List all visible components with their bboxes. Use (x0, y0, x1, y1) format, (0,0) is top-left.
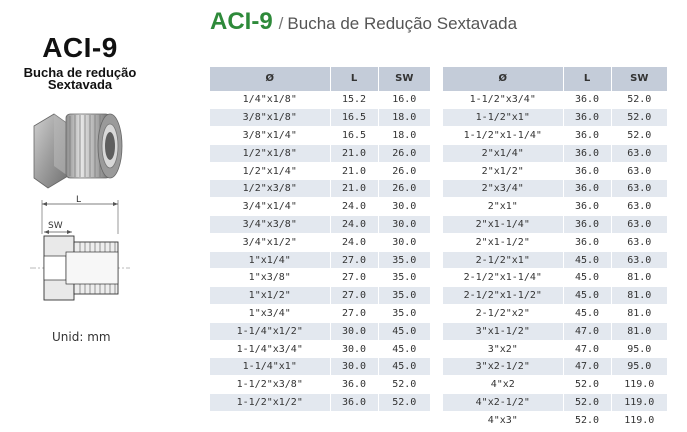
cell-length: 24.0 (330, 198, 378, 216)
cell-length: 52.0 (563, 394, 611, 412)
cell-wrench: 52.0 (611, 127, 667, 145)
cell-length: 36.0 (563, 162, 611, 180)
cell-length: 27.0 (330, 287, 378, 305)
cell-wrench: 16.0 (378, 91, 430, 109)
cell-length: 24.0 (330, 233, 378, 251)
cell-length: 36.0 (563, 144, 611, 162)
table-row (210, 144, 430, 162)
dimension-label-length: L (76, 195, 82, 205)
page-header (210, 8, 517, 42)
cell-length: 36.0 (563, 198, 611, 216)
cell-length: 24.0 (330, 216, 378, 234)
table-row (443, 91, 667, 109)
cell-diameter: 3/4"x1/2" (210, 233, 330, 251)
cell-diameter: 1/2"x3/8" (210, 180, 330, 198)
table-row (443, 305, 667, 323)
cell-diameter: 3"x2" (443, 340, 563, 358)
cell-length: 21.0 (330, 162, 378, 180)
cell-diameter: 1/4"x1/8" (210, 91, 330, 109)
cell-diameter: 1/2"x1/4" (210, 162, 330, 180)
cell-wrench: 119.0 (611, 411, 667, 429)
spec-table-right (443, 67, 667, 429)
table-row (443, 162, 667, 180)
cell-length: 27.0 (330, 251, 378, 269)
cell-length: 36.0 (563, 216, 611, 234)
column-header-diameter: Ø (210, 67, 330, 91)
cell-diameter: 3/4"x1/4" (210, 198, 330, 216)
cell-wrench: 52.0 (378, 376, 430, 394)
cell-length: 45.0 (563, 287, 611, 305)
cell-wrench: 18.0 (378, 127, 430, 145)
cell-diameter: 1"x3/8" (210, 269, 330, 287)
table-row (443, 180, 667, 198)
column-header-wrench: SW (611, 67, 667, 91)
table-row (443, 358, 667, 376)
cell-length: 16.5 (330, 127, 378, 145)
cell-length: 30.0 (330, 322, 378, 340)
table-row (210, 233, 430, 251)
table-row (210, 109, 430, 127)
cell-wrench: 26.0 (378, 162, 430, 180)
cell-wrench: 63.0 (611, 251, 667, 269)
cell-length: 30.0 (330, 358, 378, 376)
cell-length: 36.0 (563, 180, 611, 198)
table-row (210, 322, 430, 340)
cell-length: 45.0 (563, 269, 611, 287)
cell-length: 36.0 (563, 109, 611, 127)
cell-wrench: 63.0 (611, 198, 667, 216)
cell-diameter: 3/8"x1/8" (210, 109, 330, 127)
table-row (443, 233, 667, 251)
cell-length: 27.0 (330, 305, 378, 323)
table-row (210, 394, 430, 412)
product-code-large: ACI-9 (42, 32, 118, 63)
cell-diameter: 2-1/2"x1" (443, 251, 563, 269)
cell-diameter: 2"x1" (443, 198, 563, 216)
cell-wrench: 63.0 (611, 180, 667, 198)
cell-length: 45.0 (563, 305, 611, 323)
cell-diameter: 1/2"x1/8" (210, 144, 330, 162)
cell-length: 36.0 (563, 91, 611, 109)
table-row (210, 216, 430, 234)
cell-diameter: 2"x1-1/2" (443, 233, 563, 251)
cell-diameter: 3/4"x3/8" (210, 216, 330, 234)
table-row (443, 411, 667, 429)
cell-length: 21.0 (330, 180, 378, 198)
cell-diameter: 2"x1/2" (443, 162, 563, 180)
table-row (210, 340, 430, 358)
cell-wrench: 30.0 (378, 233, 430, 251)
cell-diameter: 3"x2-1/2" (443, 358, 563, 376)
title-separator: / (278, 14, 284, 33)
cell-wrench: 119.0 (611, 376, 667, 394)
cell-length: 45.0 (563, 251, 611, 269)
cell-length: 52.0 (563, 376, 611, 394)
cell-diameter: 2-1/2"x1-1/4" (443, 269, 563, 287)
cell-diameter: 1-1/4"x3/4" (210, 340, 330, 358)
cell-wrench: 81.0 (611, 287, 667, 305)
product-sidebar (0, 0, 200, 432)
table-row (443, 376, 667, 394)
table-row (443, 340, 667, 358)
dimension-label-wrench: SW (48, 221, 63, 231)
table-row (210, 376, 430, 394)
table-row (443, 251, 667, 269)
table-row (210, 91, 430, 109)
column-header-wrench: SW (378, 67, 430, 91)
cell-diameter: 1-1/4"x1" (210, 358, 330, 376)
cell-diameter: 1-1/2"x1-1/4" (443, 127, 563, 145)
table-row (210, 198, 430, 216)
cell-diameter: 2"x1-1/4" (443, 216, 563, 234)
cell-wrench: 30.0 (378, 216, 430, 234)
cell-length: 30.0 (330, 340, 378, 358)
cell-length: 47.0 (563, 358, 611, 376)
table-row (443, 127, 667, 145)
cell-length: 36.0 (330, 394, 378, 412)
cell-wrench: 119.0 (611, 394, 667, 412)
cell-length: 52.0 (563, 411, 611, 429)
cell-length: 36.0 (563, 127, 611, 145)
cell-diameter: 1-1/2"x1/2" (210, 394, 330, 412)
cell-wrench: 26.0 (378, 144, 430, 162)
table-row (210, 180, 430, 198)
cell-diameter: 1-1/4"x1/2" (210, 322, 330, 340)
cell-wrench: 63.0 (611, 216, 667, 234)
column-header-diameter: Ø (443, 67, 563, 91)
cell-diameter: 4"x3" (443, 411, 563, 429)
cell-diameter: 1"x3/4" (210, 305, 330, 323)
table-row (443, 144, 667, 162)
cell-length: 16.5 (330, 109, 378, 127)
cell-wrench: 26.0 (378, 180, 430, 198)
cell-wrench: 63.0 (611, 162, 667, 180)
table-row (210, 162, 430, 180)
table-row (443, 269, 667, 287)
table-row (210, 287, 430, 305)
cell-diameter: 1-1/2"x3/4" (443, 91, 563, 109)
cell-wrench: 35.0 (378, 269, 430, 287)
table-row (443, 109, 667, 127)
cell-diameter: 3/8"x1/4" (210, 127, 330, 145)
cell-wrench: 18.0 (378, 109, 430, 127)
cell-wrench: 52.0 (378, 394, 430, 412)
cell-length: 36.0 (330, 376, 378, 394)
cell-diameter: 1"x1/2" (210, 287, 330, 305)
cell-wrench: 52.0 (611, 109, 667, 127)
table-row (443, 322, 667, 340)
cell-wrench: 35.0 (378, 287, 430, 305)
cell-wrench: 35.0 (378, 305, 430, 323)
table-row (210, 358, 430, 376)
cell-wrench: 95.0 (611, 340, 667, 358)
cell-diameter: 1"x1/4" (210, 251, 330, 269)
cell-wrench: 35.0 (378, 251, 430, 269)
page-title-code: ACI-9 (210, 8, 273, 35)
cell-wrench: 45.0 (378, 358, 430, 376)
cell-wrench: 45.0 (378, 340, 430, 358)
cell-wrench: 81.0 (611, 305, 667, 323)
cell-wrench: 45.0 (378, 322, 430, 340)
unit-label: Unid: mm (52, 330, 111, 344)
cell-length: 47.0 (563, 322, 611, 340)
table-row (210, 251, 430, 269)
page-title: Bucha de Redução Sextavada (287, 14, 518, 33)
cell-diameter: 2"x3/4" (443, 180, 563, 198)
cell-diameter: 4"x2-1/2" (443, 394, 563, 412)
table-row (210, 269, 430, 287)
cell-diameter: 1-1/2"x3/8" (210, 376, 330, 394)
table-row (443, 216, 667, 234)
spec-table-left (210, 67, 430, 411)
cell-wrench: 52.0 (611, 91, 667, 109)
cell-diameter: 1-1/2"x1" (443, 109, 563, 127)
cell-wrench: 95.0 (611, 358, 667, 376)
cell-wrench: 63.0 (611, 233, 667, 251)
product-description-line2: Sextavada (47, 77, 113, 92)
cell-diameter: 2"x1/4" (443, 144, 563, 162)
product-description-line1: Bucha de redução (23, 65, 137, 80)
table-row (210, 305, 430, 323)
cell-diameter: 4"x2 (443, 376, 563, 394)
cell-length: 15.2 (330, 91, 378, 109)
cell-wrench: 30.0 (378, 198, 430, 216)
cell-wrench: 81.0 (611, 269, 667, 287)
bushing-photo (28, 96, 132, 196)
cell-length: 21.0 (330, 144, 378, 162)
cell-diameter: 3"x1-1/2" (443, 322, 563, 340)
technical-drawing (30, 194, 130, 316)
column-header-length: L (563, 67, 611, 91)
table-row (210, 127, 430, 145)
cell-length: 47.0 (563, 340, 611, 358)
cell-wrench: 63.0 (611, 144, 667, 162)
cell-diameter: 2-1/2"x2" (443, 305, 563, 323)
column-header-length: L (330, 67, 378, 91)
cell-length: 27.0 (330, 269, 378, 287)
cell-diameter: 2-1/2"x1-1/2" (443, 287, 563, 305)
cell-length: 36.0 (563, 233, 611, 251)
table-row (443, 394, 667, 412)
table-row (443, 287, 667, 305)
table-row (443, 198, 667, 216)
cell-wrench: 81.0 (611, 322, 667, 340)
